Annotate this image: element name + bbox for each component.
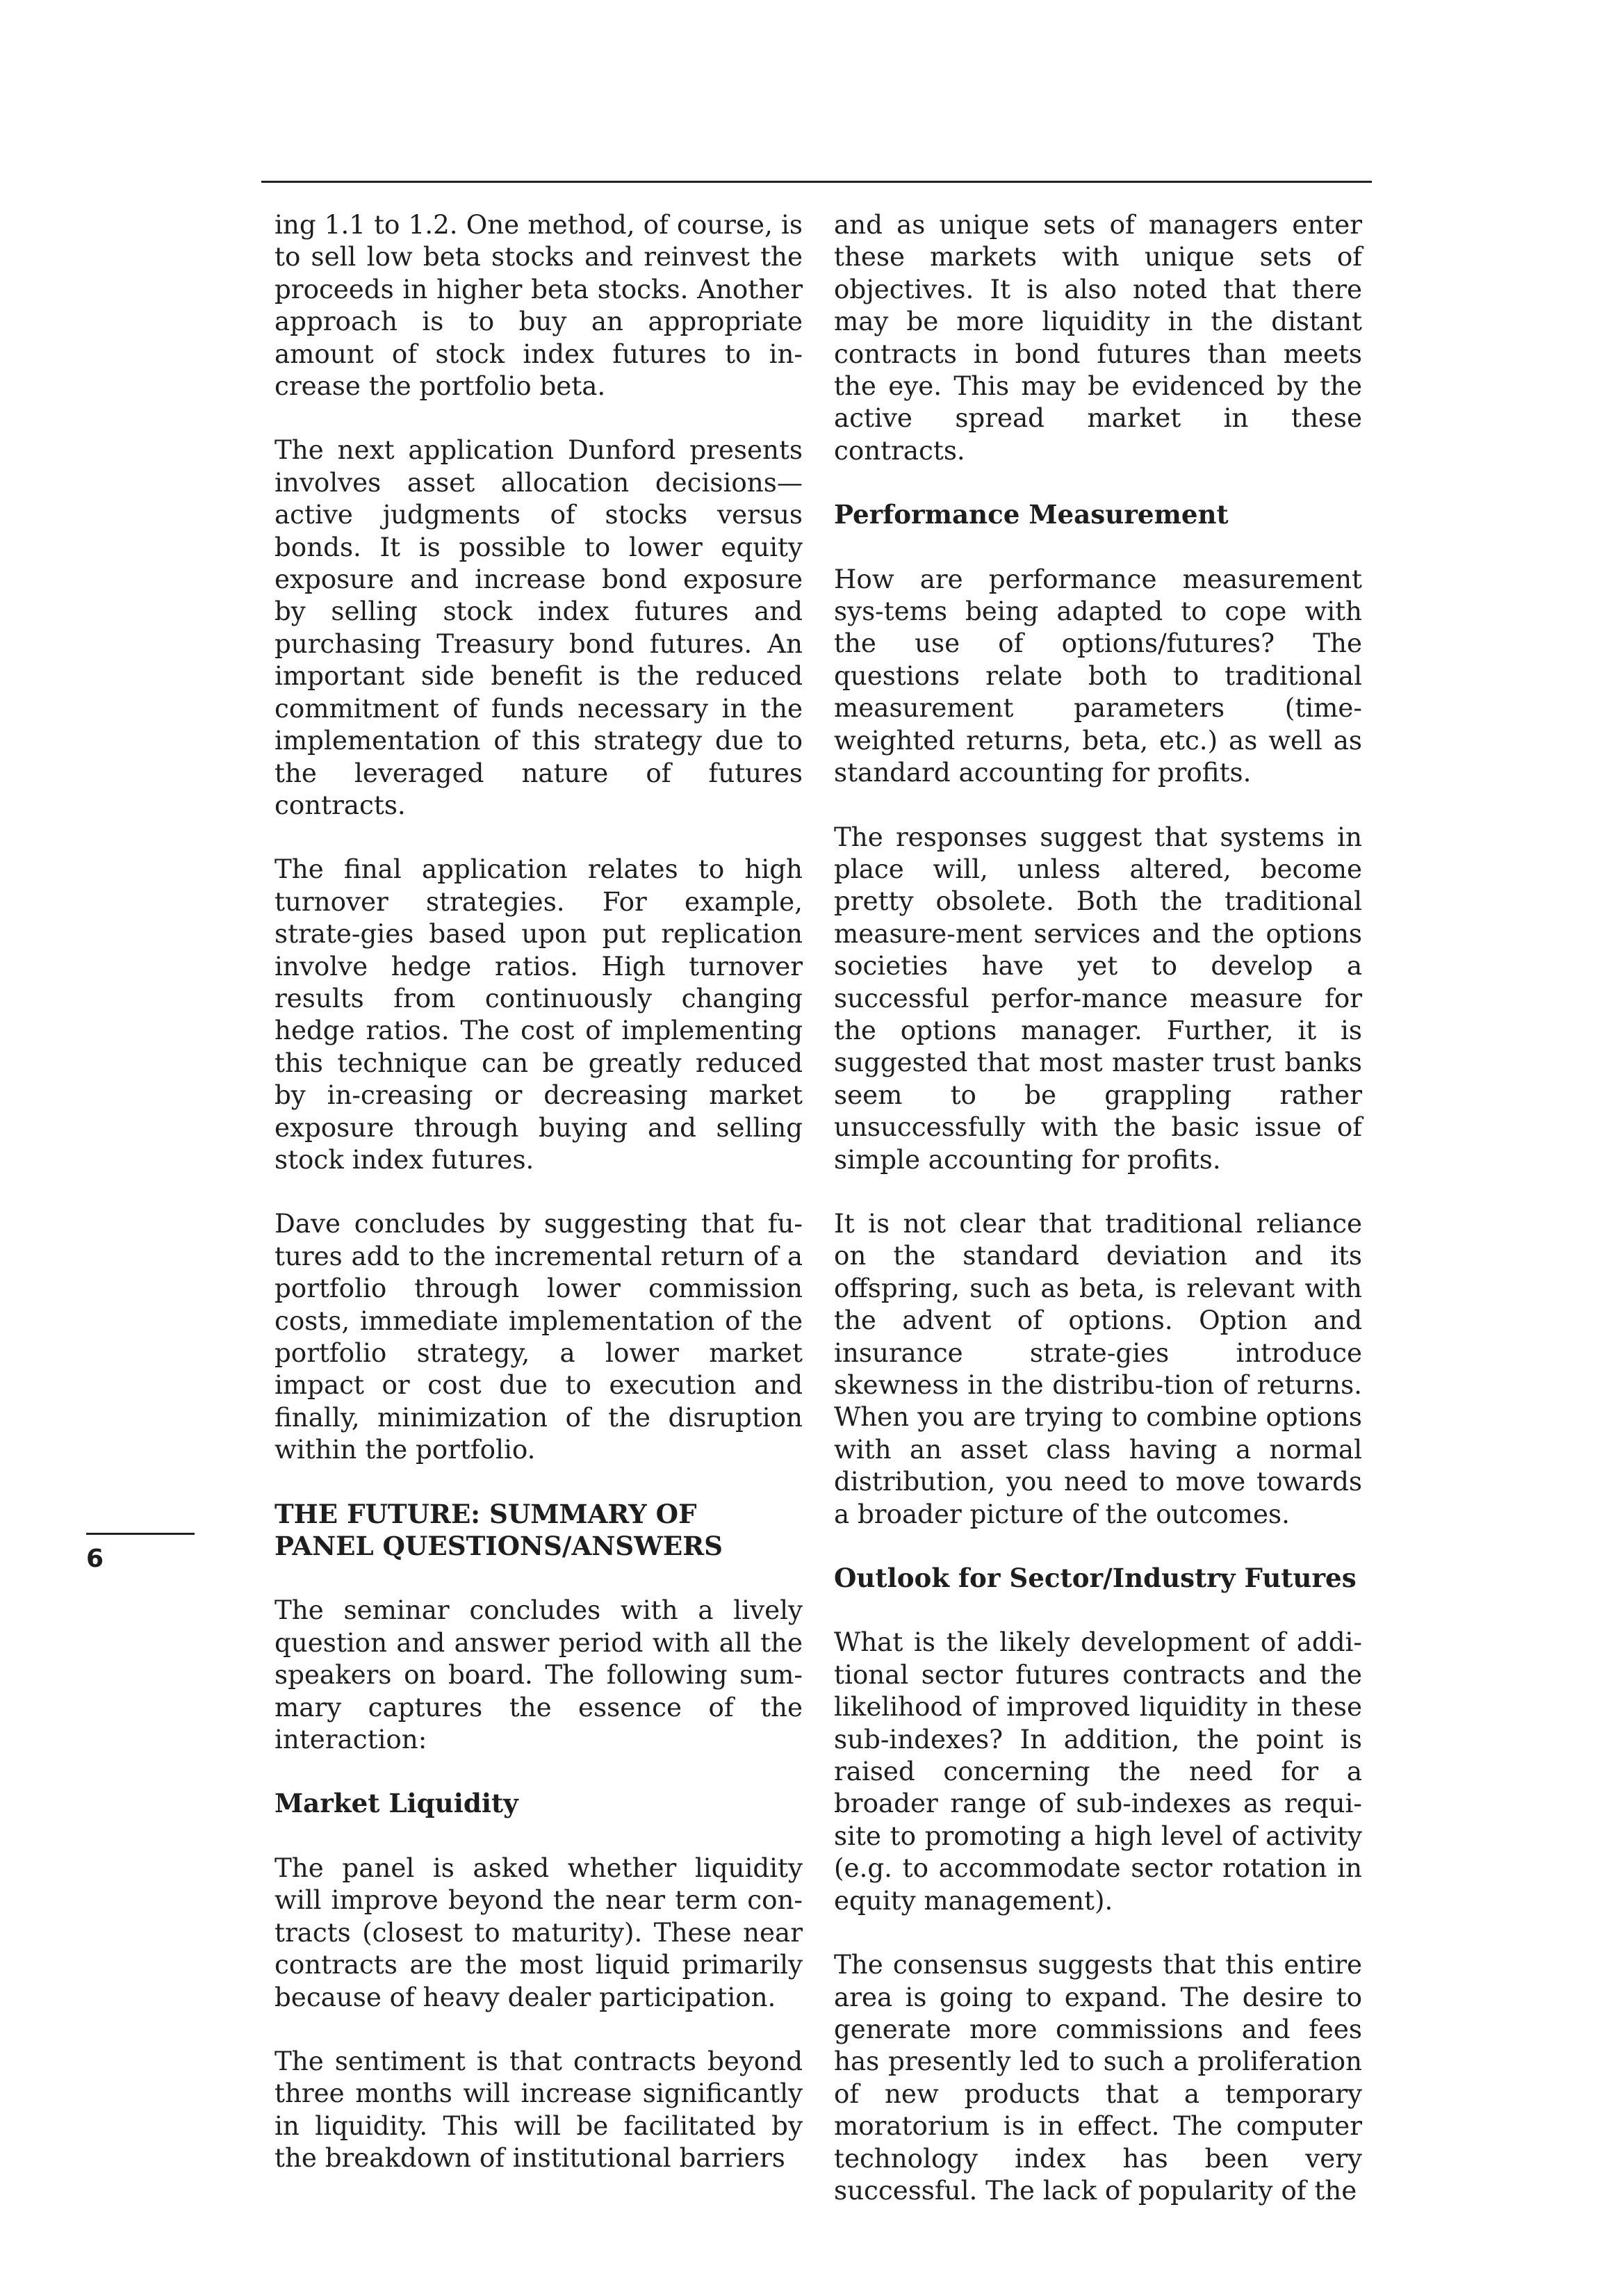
page-number: 6 xyxy=(86,1545,104,1573)
paragraph: The final application relates to high turnover strategies. For example, strate-gies based upon put replication involve hedge ratios. High turnover results from continuously changing hedge ratios. The cost of implementing this technique can be greatly reduced by in-creasing or decreasing market exposure through buying and selling stock index futures. xyxy=(275,854,803,1175)
header-rule xyxy=(261,181,1372,183)
paragraph: The responses suggest that systems in place will, unless altered, become pretty obsolete. Both the traditional measure-ment services and the options societies have yet to develop a successful perfor-mance measure for the options manager. Further, it is suggested that most master trust banks seem to be grappling rather unsuccessfully with the basic issue of simple accounting for profits. xyxy=(834,821,1362,1175)
paragraph: What is the likely development of addi-tional sector futures contracts and the likelihood of improved liquidity in these sub-indexes? In addition, the point is raised concerning the need for a broader range of sub-indexes as requi-site to promoting a high level of activity (e.g. to accommodate sector rotation in equity management). xyxy=(834,1627,1362,1916)
paragraph: How are performance measurement sys-tems being adapted to cope with the use of options/futures? The questions relate both to traditional measurement parameters (time-weighted returns, beta, etc.) as well as standard accounting for profits. xyxy=(834,563,1362,788)
subheading-sector-futures: Outlook for Sector/Industry Futures xyxy=(834,1563,1357,1594)
section-heading xyxy=(275,1498,803,1563)
paragraph: Dave concludes by suggesting that fu-tures add to the incremental return of a portfolio through lower commission costs, immediate implementation of the portfolio strategy, a lower market impact or cost due to execution and finally, minimization of the disruption within the portfolio. xyxy=(275,1208,803,1465)
paragraph: The next application Dunford presents involves asset allocation decisions—active judgments of stocks versus bonds. It is possible to lower equity exposure and increase bond exposure by selling stock index futures and purchasing Treasury bond futures. An important side benefit is the reduced commitment of funds necessary in the implementation of this strategy due to the leveraged nature of futures contracts. xyxy=(275,434,803,820)
paragraph: The seminar concludes with a lively question and answer period with all the speakers on board. The following sum-mary captures the essence of the interaction: xyxy=(275,1595,803,1755)
paragraph: and as unique sets of managers enter these markets with unique sets of objectives. It is also noted that there may be more liquidity in the distant contracts in bond futures than meets the eye. This may be evidenced by the active spread market in these contracts. xyxy=(834,209,1362,466)
right-column xyxy=(834,209,1362,2238)
paragraph: ing 1.1 to 1.2. One method, of course, is to sell low beta stocks and reinvest the proceeds in higher beta stocks. Another approach is to buy an appropriate amount of stock index futures to in-crease the portfolio beta. xyxy=(275,209,803,402)
left-column xyxy=(275,209,803,2206)
paragraph: The sentiment is that contracts beyond three months will increase significantly in liquidity. This will be facilitated by the breakdown of institutional barriers xyxy=(275,2045,803,2174)
paragraph: The consensus suggests that this entire area is going to expand. The desire to generate more commissions and fees has presently led to such a proliferation of new products that a temporary moratorium is in effect. The computer technology index has been very successful. The lack of popularity of the xyxy=(834,1949,1362,2206)
subheading-performance-measurement: Performance Measurement xyxy=(834,499,1229,530)
section-heading-line2: PANEL QUESTIONS/ANSWERS xyxy=(275,1531,723,1562)
paragraph: The panel is asked whether liquidity will improve beyond the near term con-tracts (closest to maturity). These near contracts are the most liquid primarily because of heavy dealer participation. xyxy=(275,1852,803,2012)
subheading-market-liquidity: Market Liquidity xyxy=(275,1788,518,1819)
paragraph: It is not clear that traditional reliance on the standard deviation and its offspring, such as beta, is relevant with the advent of options. Option and insurance strate-gies introduce skewness in the distribu-tion of returns. When you are trying to combine options with an asset class having a normal distribution, you need to move towards a broader picture of the outcomes. xyxy=(834,1207,1362,1529)
page-number-rule xyxy=(86,1533,195,1535)
section-heading-line1: THE FUTURE: SUMMARY OF xyxy=(275,1498,697,1529)
